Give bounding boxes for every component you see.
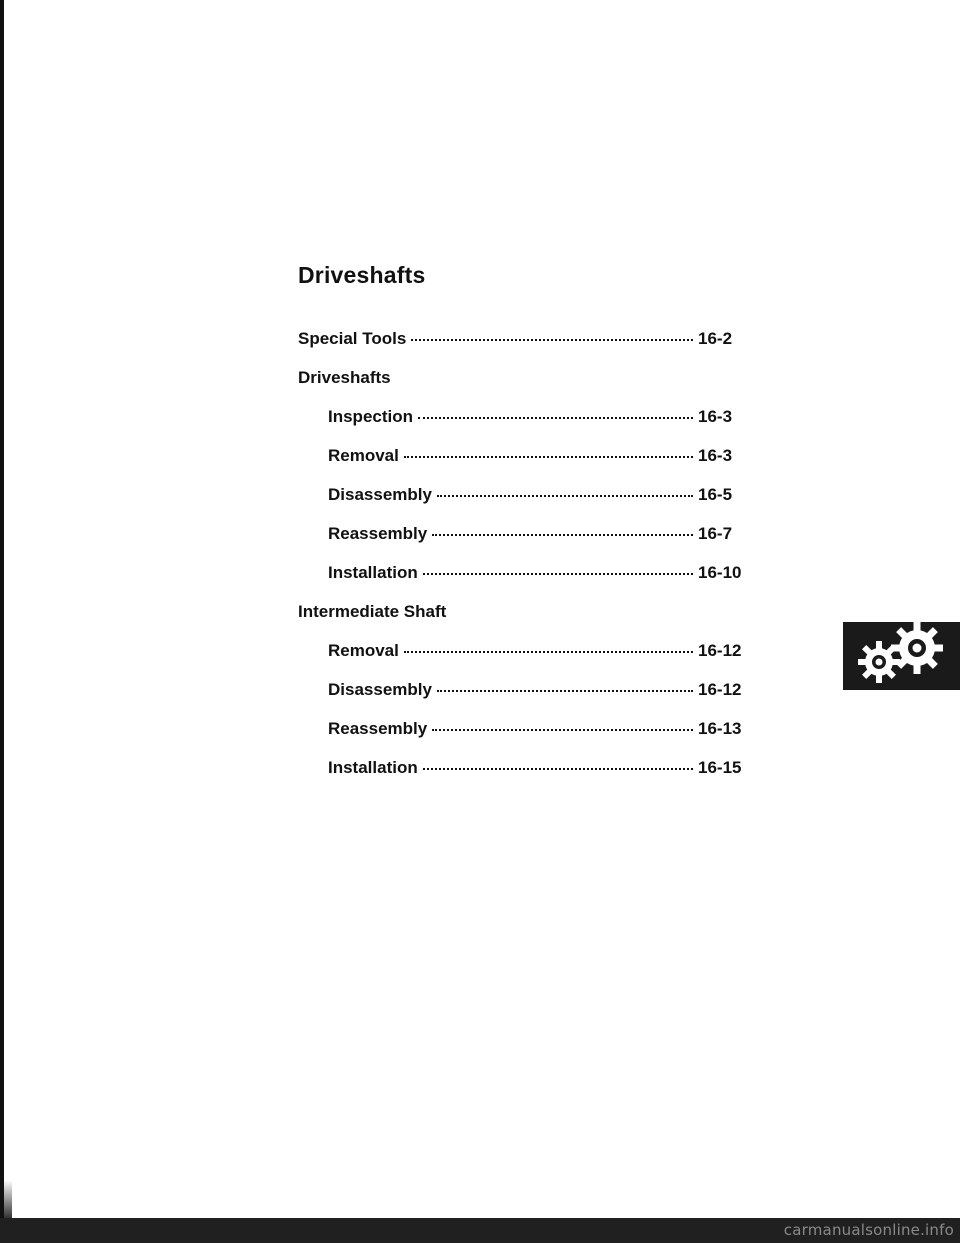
toc-entry-label: Special Tools [298,329,407,348]
dot-leader [432,729,693,731]
toc-entry-label: Reassembly [328,719,428,738]
toc-entry-label: Removal [328,641,399,660]
dot-leader [432,534,693,536]
binding-edge-shadow [4,1180,12,1218]
toc-entry-page: 16-13 [698,719,742,738]
toc-entry-label: Installation [328,758,418,777]
dot-leader [411,339,693,341]
toc-entry-page: 16-15 [698,758,742,777]
toc-entry[interactable] [298,446,750,485]
toc-entry-page: 16-3 [698,446,733,465]
dot-leader [437,495,693,497]
table-of-contents [298,262,750,797]
toc-entry-label: Removal [328,446,399,465]
toc-entry-page: 16-2 [698,329,733,348]
binding-edge [0,0,4,1218]
toc-entry[interactable] [298,329,750,368]
dot-leader [418,417,693,419]
dot-leader [437,690,693,692]
toc-entry-label: Disassembly [328,485,432,504]
toc-entry[interactable] [298,719,750,758]
toc-entry-label: Inspection [328,407,414,426]
toc-list [298,329,750,797]
gears-icon [843,622,960,690]
toc-entry[interactable] [298,485,750,524]
toc-entry-label: Disassembly [328,680,432,699]
toc-entry-page: 16-5 [698,485,733,504]
toc-group-heading: Intermediate Shaft [298,602,447,621]
toc-entry-label: Installation [328,563,418,582]
toc-entry[interactable] [298,407,750,446]
toc-group-heading: Driveshafts [298,368,391,387]
toc-entry[interactable] [298,758,750,797]
toc-entry[interactable] [298,563,750,602]
section-title: Driveshafts [298,262,426,288]
watermark-text: carmanualsonline.info [783,1221,954,1239]
toc-entry-label: Reassembly [328,524,428,543]
footer-bar [0,1218,960,1243]
toc-entry[interactable] [298,524,750,563]
toc-entry[interactable] [298,641,750,680]
dot-leader [404,456,693,458]
toc-entry-page: 16-12 [698,641,742,660]
toc-entry[interactable] [298,680,750,719]
toc-entry-page: 16-7 [698,524,733,543]
toc-entry-page: 16-12 [698,680,742,699]
dot-leader [404,651,693,653]
dot-leader [423,573,693,575]
toc-entry-page: 16-10 [698,563,742,582]
dot-leader [423,768,693,770]
toc-entry-page: 16-3 [698,407,733,426]
